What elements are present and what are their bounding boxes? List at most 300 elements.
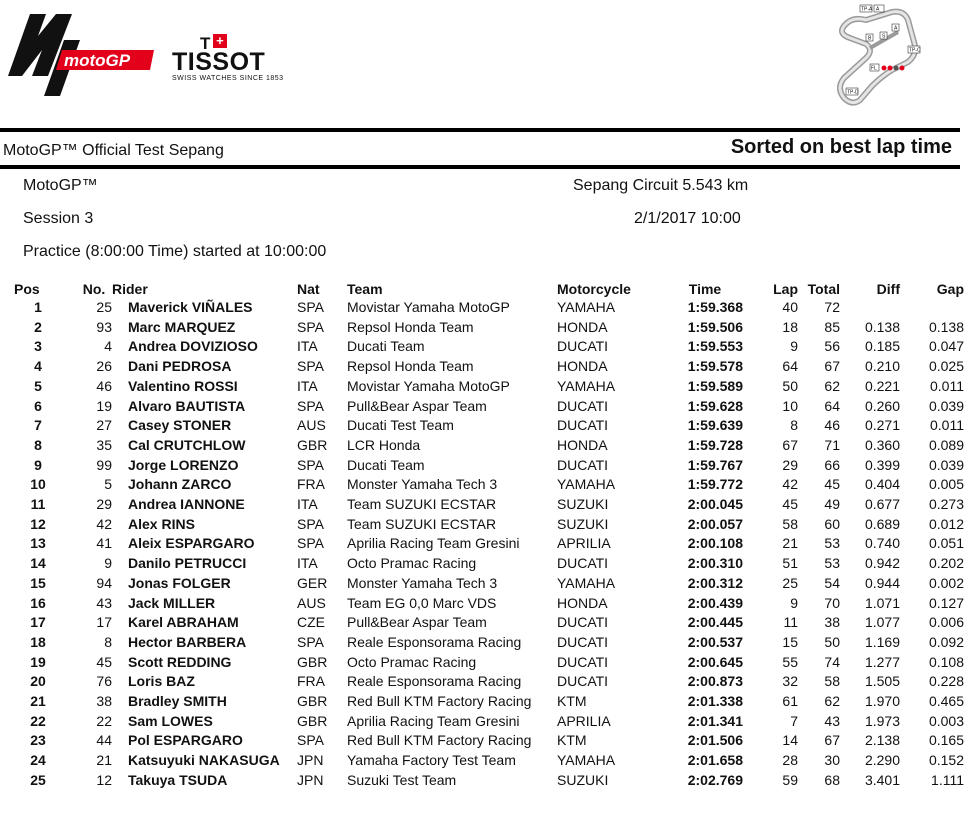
cell-team: Pull&Bear Aspar Team: [347, 397, 487, 414]
motogp-logo: [4, 6, 164, 102]
cell-time: 2:00.045: [687, 496, 743, 513]
cell-pos: 13: [30, 535, 46, 552]
cell-time: 1:59.578: [687, 358, 743, 375]
cell-rider: Andrea IANNONE: [128, 496, 245, 513]
cell-time: 2:01.341: [687, 712, 743, 729]
tissot-tagline: SWISS WATCHES SINCE 1853: [172, 75, 284, 82]
cell-lap: 45: [782, 496, 798, 513]
cell-rider: Katsuyuki NAKASUGA: [128, 752, 280, 769]
cell-time: 2:00.537: [687, 633, 743, 650]
cell-rider: Pol ESPARGARO: [128, 732, 243, 749]
cell-motorcycle: HONDA: [557, 436, 608, 453]
cell-diff: 0.399: [864, 456, 900, 473]
map-label-tp-c: TP-C: [909, 47, 921, 54]
cell-gap: 0.165: [928, 732, 964, 749]
cell-diff: 0.360: [864, 436, 900, 453]
cell-pos: 1: [34, 299, 42, 315]
cell-nat: SPA: [297, 732, 324, 749]
cell-nat: SPA: [297, 515, 324, 532]
cell-total: 38: [824, 614, 840, 631]
cell-diff: [840, 298, 900, 318]
cell-team: LCR Honda: [347, 436, 421, 453]
results-table: [0, 280, 970, 791]
cell-gap: 0.047: [928, 338, 964, 355]
cell-nat: FRA: [297, 673, 325, 690]
tissot-logo-text: TISSOT: [172, 48, 266, 76]
cell-time: 2:01.338: [687, 693, 743, 710]
session-name: Session 3: [23, 210, 94, 227]
cell-number: 43: [96, 594, 112, 611]
cell-team: Pull&Bear Aspar Team: [347, 614, 487, 631]
cell-pos: 3: [34, 338, 42, 355]
cell-nat: ITA: [297, 338, 318, 355]
cell-time: 2:00.445: [687, 614, 743, 631]
cell-nat: FRA: [297, 476, 325, 493]
cell-total: 50: [824, 633, 840, 650]
table-row: [0, 554, 970, 574]
table-row: [0, 318, 970, 338]
cell-nat: AUS: [297, 594, 326, 611]
cell-total: 64: [824, 397, 840, 414]
cell-team: Movistar Yamaha MotoGP: [347, 377, 510, 394]
cell-rider: Jorge LORENZO: [128, 456, 239, 473]
table-row: [0, 377, 970, 397]
cell-number: 99: [96, 456, 112, 473]
cell-motorcycle: DUCATI: [557, 633, 609, 650]
cell-motorcycle: DUCATI: [557, 614, 609, 631]
cell-total: 66: [824, 456, 840, 473]
cell-number: 45: [96, 653, 112, 670]
cell-pos: 12: [30, 515, 46, 532]
cell-gap: 0.025: [928, 358, 964, 375]
cell-team: Monster Yamaha Tech 3: [347, 574, 498, 591]
cell-time: 2:02.769: [687, 771, 743, 788]
cell-gap: 0.011: [930, 417, 964, 434]
map-label-tp-b: A: [876, 6, 880, 13]
table-row: [0, 731, 970, 751]
class-name: MotoGP™: [23, 177, 98, 194]
cell-nat: GBR: [297, 712, 328, 729]
cell-total: 72: [824, 299, 840, 315]
cell-lap: 7: [790, 712, 798, 729]
cell-team: Team SUZUKI ECSTAR: [347, 496, 497, 513]
cell-team: Reale Esponsorama Racing: [347, 633, 522, 650]
cell-pos: 6: [34, 397, 42, 414]
cell-number: 46: [96, 377, 112, 394]
cell-time: 2:00.312: [687, 574, 743, 591]
cell-total: 74: [824, 653, 840, 670]
cell-pos: 20: [30, 673, 46, 690]
cell-time: 1:59.772: [687, 476, 743, 493]
cell-pos: 19: [30, 653, 46, 670]
cell-time: 2:00.439: [687, 594, 743, 611]
cell-team: Aprilia Racing Team Gresini: [347, 712, 520, 729]
table-row: [0, 456, 970, 476]
cell-gap: 0.202: [928, 555, 964, 572]
table-row: [0, 534, 970, 554]
cell-team: Repsol Honda Team: [347, 318, 474, 335]
cell-gap: 0.003: [928, 712, 964, 729]
cell-diff: 1.169: [864, 633, 900, 650]
cell-nat: JPN: [297, 771, 324, 788]
cell-pos: 17: [30, 614, 46, 631]
cell-pos: 11: [30, 496, 46, 513]
table-row: [0, 771, 970, 791]
map-label-fl: FL: [871, 65, 877, 72]
header-team: Team: [347, 281, 383, 297]
cell-pos: 15: [30, 574, 46, 591]
cell-number: 42: [96, 515, 112, 532]
cell-nat: ITA: [297, 377, 318, 394]
cell-motorcycle: KTM: [557, 732, 587, 749]
cell-number: 17: [96, 614, 112, 631]
cell-gap: 0.039: [928, 456, 964, 473]
cell-gap: [900, 298, 970, 318]
header-gap: Gap: [936, 281, 964, 297]
cell-pos: 7: [34, 417, 42, 434]
table-row: [0, 633, 970, 653]
cell-number: 22: [96, 712, 112, 729]
table-row: [0, 515, 970, 535]
session-datetime: 2/1/2017 10:00: [634, 210, 741, 227]
header-diff: Diff: [876, 281, 900, 297]
cell-rider: Karel ABRAHAM: [128, 614, 239, 631]
cell-number: 19: [96, 397, 112, 414]
cell-diff: 1.277: [864, 653, 900, 670]
sort-label: Sorted on best lap time: [730, 136, 952, 158]
cell-team: Ducati Test Team: [347, 417, 454, 434]
table-row: [0, 416, 970, 436]
cell-diff: 0.221: [864, 377, 900, 394]
cell-time: 2:00.057: [687, 515, 743, 532]
cell-gap: 0.108: [928, 653, 964, 670]
cell-motorcycle: DUCATI: [557, 555, 609, 572]
tissot-logo: [170, 33, 284, 84]
map-label-tp-d: TP-D: [847, 89, 859, 96]
cell-time: 2:00.310: [687, 555, 743, 572]
cell-lap: 59: [782, 771, 798, 788]
cell-diff: 0.942: [864, 555, 900, 572]
cell-rider: Marc MARQUEZ: [128, 318, 236, 335]
cell-rider: Sam LOWES: [128, 712, 213, 729]
cell-time: 1:59.628: [687, 397, 743, 414]
cell-motorcycle: APRILIA: [557, 535, 611, 552]
cell-gap: 0.006: [928, 614, 964, 631]
cell-number: 5: [104, 476, 112, 493]
cell-time: 1:59.728: [687, 436, 743, 453]
cell-team: Ducati Team: [347, 456, 425, 473]
cell-number: 41: [96, 535, 112, 552]
table-row: [0, 751, 970, 771]
cell-diff: 0.138: [864, 318, 900, 335]
table-row: [0, 298, 970, 318]
map-label-s: S: [882, 33, 886, 40]
cell-rider: Aleix ESPARGARO: [128, 535, 255, 552]
header-rule-top: [0, 128, 960, 132]
cell-total: 53: [824, 535, 840, 552]
cell-nat: GBR: [297, 436, 328, 453]
cell-gap: 0.011: [930, 377, 964, 394]
table-row: [0, 574, 970, 594]
cell-lap: 8: [790, 417, 798, 434]
practice-info: Practice (8:00:00 Time) started at 10:00:00: [23, 243, 327, 260]
cell-pos: 18: [30, 633, 46, 650]
cell-time: 2:00.108: [687, 535, 743, 552]
cell-pos: 21: [30, 693, 46, 710]
cell-team: Aprilia Racing Team Gresini: [347, 535, 520, 552]
cell-lap: 29: [782, 456, 798, 473]
cell-number: 27: [96, 417, 112, 434]
cell-lap: 9: [790, 594, 798, 611]
cell-total: 70: [824, 594, 840, 611]
cell-gap: 0.138: [928, 318, 964, 335]
cell-total: 85: [824, 318, 840, 335]
cell-team: Red Bull KTM Factory Racing: [347, 732, 532, 749]
cell-diff: 1.973: [864, 712, 900, 729]
cell-rider: Alex RINS: [128, 515, 195, 532]
cell-diff: 2.138: [864, 732, 900, 749]
cell-rider: Johann ZARCO: [128, 476, 232, 493]
cell-pos: 5: [34, 377, 42, 394]
cell-lap: 64: [782, 358, 798, 375]
header-no: No.: [82, 281, 106, 297]
cell-gap: 0.152: [928, 752, 964, 769]
cell-motorcycle: DUCATI: [557, 397, 609, 414]
cell-time: 1:59.589: [687, 377, 743, 394]
cell-diff: 0.740: [864, 535, 900, 552]
cell-number: 35: [96, 436, 112, 453]
table-row: [0, 692, 970, 712]
cell-lap: 11: [783, 614, 798, 631]
cell-lap: 10: [782, 397, 798, 414]
map-label-tp-a: TP-A: [861, 6, 873, 13]
motogp-logo-text: motoGP: [64, 51, 131, 70]
cell-total: 71: [824, 436, 840, 453]
cell-team: Ducati Team: [347, 338, 425, 355]
cell-lap: 21: [782, 535, 798, 552]
map-label-b: B: [868, 35, 872, 42]
cell-rider: Hector BARBERA: [128, 633, 247, 650]
cell-lap: 61: [782, 693, 798, 710]
cell-rider: Danilo PETRUCCI: [128, 555, 247, 572]
cell-pos: 2: [34, 318, 42, 335]
cell-motorcycle: DUCATI: [557, 456, 609, 473]
cell-motorcycle: DUCATI: [557, 338, 609, 355]
circuit-map: [822, 2, 942, 108]
cell-rider: Scott REDDING: [128, 653, 232, 670]
cell-nat: CZE: [297, 614, 325, 631]
cell-rider: Maverick VIÑALES: [128, 299, 253, 315]
cell-motorcycle: DUCATI: [557, 673, 609, 690]
table-row: [0, 337, 970, 357]
cell-total: 53: [824, 555, 840, 572]
cell-gap: 0.228: [928, 673, 964, 690]
cell-lap: 28: [782, 752, 798, 769]
cell-time: 1:59.767: [687, 456, 743, 473]
cell-diff: 0.260: [864, 397, 900, 414]
cell-motorcycle: DUCATI: [557, 417, 609, 434]
cell-time: 1:59.368: [687, 299, 743, 315]
cell-nat: GBR: [297, 693, 328, 710]
cell-motorcycle: YAMAHA: [557, 574, 616, 591]
cell-nat: SPA: [297, 633, 324, 650]
cell-total: 60: [824, 515, 840, 532]
cell-total: 46: [824, 417, 840, 434]
cell-nat: SPA: [297, 299, 324, 315]
circuit-info: Sepang Circuit 5.543 km: [573, 177, 749, 194]
cell-total: 30: [824, 752, 840, 769]
header-nat: Nat: [297, 281, 320, 297]
cell-gap: 0.002: [928, 574, 964, 591]
table-row: [0, 613, 970, 633]
cell-number: 25: [96, 299, 112, 315]
cell-pos: 24: [30, 752, 46, 769]
cell-number: 9: [104, 555, 112, 572]
cell-total: 45: [824, 476, 840, 493]
cell-rider: Dani PEDROSA: [128, 358, 232, 375]
cell-total: 62: [824, 377, 840, 394]
cell-total: 67: [824, 732, 840, 749]
cell-nat: SPA: [297, 397, 324, 414]
cell-lap: 67: [782, 436, 798, 453]
cell-diff: 1.071: [864, 594, 900, 611]
cell-motorcycle: YAMAHA: [557, 752, 616, 769]
cell-nat: SPA: [297, 535, 324, 552]
cell-diff: 0.677: [864, 496, 900, 513]
cell-team: Movistar Yamaha MotoGP: [347, 299, 510, 315]
cell-lap: 15: [782, 633, 798, 650]
cell-diff: 1.077: [864, 614, 900, 631]
table-row: [0, 357, 970, 377]
table-row: [0, 672, 970, 692]
cell-motorcycle: HONDA: [557, 318, 608, 335]
cell-time: 1:59.506: [687, 318, 743, 335]
cell-rider: Jonas FOLGER: [128, 574, 231, 591]
cell-motorcycle: APRILIA: [557, 712, 611, 729]
cell-total: 68: [824, 771, 840, 788]
cell-lap: 18: [782, 318, 798, 335]
cell-team: Reale Esponsorama Racing: [347, 673, 522, 690]
event-title: MotoGP™ Official Test Sepang: [3, 142, 224, 159]
cell-gap: 0.465: [928, 693, 964, 710]
cell-gap: 1.111: [931, 771, 964, 788]
table-row: [0, 712, 970, 732]
cell-motorcycle: DUCATI: [557, 653, 609, 670]
cell-lap: 50: [782, 377, 798, 394]
cell-diff: 0.944: [864, 574, 900, 591]
cell-number: 4: [104, 338, 112, 355]
table-row: [0, 653, 970, 673]
cell-lap: 14: [782, 732, 798, 749]
cell-rider: Bradley SMITH: [128, 693, 227, 710]
cell-time: 2:01.506: [687, 732, 743, 749]
table-row: [0, 475, 970, 495]
table-row: [0, 594, 970, 614]
cell-gap: 0.089: [928, 436, 964, 453]
cell-number: 76: [96, 673, 112, 690]
cell-diff: 1.505: [864, 673, 900, 690]
tissot-mark: T +: [200, 34, 227, 54]
cell-nat: ITA: [297, 555, 318, 572]
cell-pos: 4: [34, 358, 42, 375]
cell-pos: 14: [30, 555, 46, 572]
header-time: Time: [688, 281, 722, 297]
cell-team: Team SUZUKI ECSTAR: [347, 515, 497, 532]
cell-time: 2:01.658: [687, 752, 743, 769]
cell-lap: 51: [782, 555, 798, 572]
cell-team: Octo Pramac Racing: [347, 555, 477, 572]
cell-gap: 0.273: [928, 496, 964, 513]
cell-team: Repsol Honda Team: [347, 358, 474, 375]
cell-motorcycle: SUZUKI: [557, 515, 609, 532]
cell-motorcycle: SUZUKI: [557, 771, 609, 788]
cell-time: 2:00.645: [687, 653, 743, 670]
cell-gap: 0.039: [928, 397, 964, 414]
header-total: Total: [807, 281, 840, 297]
swiss-cross-icon: +: [213, 34, 227, 48]
cell-number: 12: [96, 771, 112, 788]
cell-diff: 3.401: [864, 771, 900, 788]
cell-rider: Valentino ROSSI: [128, 377, 238, 394]
cell-time: 2:00.873: [687, 673, 743, 690]
cell-motorcycle: YAMAHA: [557, 476, 616, 493]
cell-motorcycle: YAMAHA: [557, 377, 616, 394]
cell-lap: 40: [782, 299, 798, 315]
cell-lap: 32: [782, 673, 798, 690]
cell-nat: SPA: [297, 318, 324, 335]
cell-rider: Loris BAZ: [128, 673, 195, 690]
cell-pos: 10: [30, 476, 46, 493]
cell-nat: GBR: [297, 653, 328, 670]
cell-team: Monster Yamaha Tech 3: [347, 476, 498, 493]
cell-diff: 0.185: [864, 338, 900, 355]
cell-number: 94: [96, 574, 112, 591]
cell-nat: ITA: [297, 496, 318, 513]
cell-diff: 0.689: [864, 515, 900, 532]
cell-nat: JPN: [297, 752, 324, 769]
cell-rider: Casey STONER: [128, 417, 232, 434]
cell-lap: 58: [782, 515, 798, 532]
cell-number: 93: [96, 318, 112, 335]
cell-team: Red Bull KTM Factory Racing: [347, 693, 532, 710]
results-body: [0, 298, 970, 791]
cell-diff: 0.404: [864, 476, 900, 493]
cell-total: 62: [824, 693, 840, 710]
header-lap: Lap: [773, 281, 798, 297]
cell-number: 8: [104, 633, 112, 650]
cell-rider: Jack MILLER: [128, 594, 216, 611]
cell-lap: 55: [782, 653, 798, 670]
cell-total: 43: [824, 712, 840, 729]
cell-lap: 25: [782, 574, 798, 591]
cell-motorcycle: YAMAHA: [557, 299, 616, 315]
cell-pos: 25: [30, 771, 46, 788]
results-header-row: [0, 280, 970, 298]
cell-lap: 9: [790, 338, 798, 355]
cell-number: 29: [96, 496, 112, 513]
cell-team: Octo Pramac Racing: [347, 653, 477, 670]
header-motorcycle: Motorcycle: [557, 281, 631, 297]
cell-rider: Andrea DOVIZIOSO: [128, 338, 258, 355]
header-rider: Rider: [112, 281, 148, 297]
header-rule-bottom: [0, 165, 960, 169]
cell-time: 1:59.553: [687, 338, 743, 355]
table-row: [0, 397, 970, 417]
cell-diff: 0.210: [864, 358, 900, 375]
cell-diff: 2.290: [864, 752, 900, 769]
cell-gap: 0.005: [928, 476, 964, 493]
cell-total: 49: [824, 496, 840, 513]
